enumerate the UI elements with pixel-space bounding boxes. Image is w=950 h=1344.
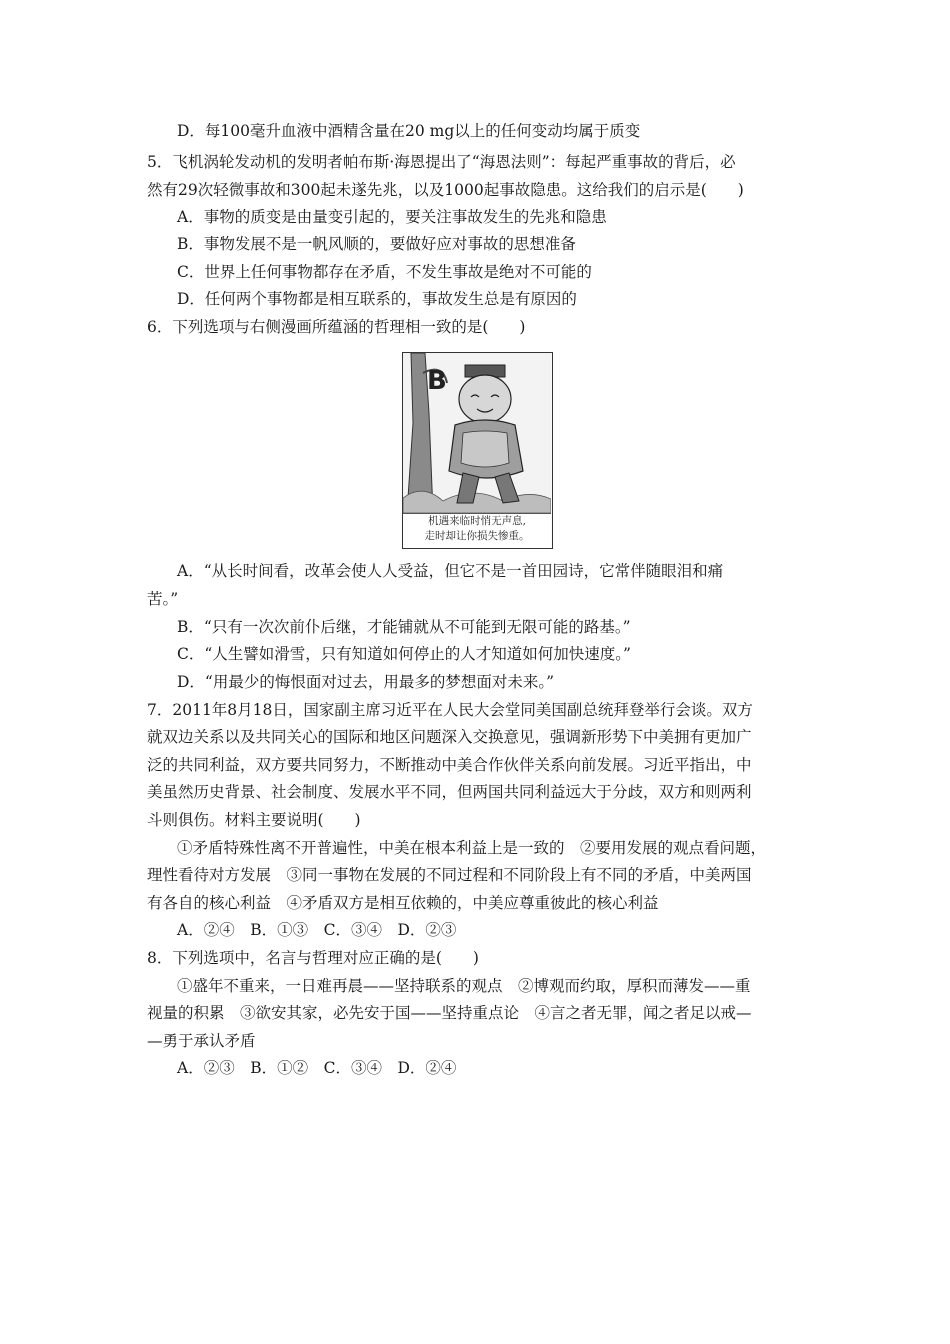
q6-option-d: D．“用最少的悔恨面对过去，用最多的梦想面对未来。” bbox=[177, 673, 555, 691]
q5-option-c: C．世界上任何事物都存在矛盾，不发生事故是绝对不可能的 bbox=[177, 263, 592, 281]
q7-stem-line3: 泛的共同利益，双方要共同努力，不断推动中美合作伙伴关系向前发展。习近平指出，中 bbox=[147, 756, 752, 774]
cartoon-caption bbox=[403, 513, 551, 548]
q5-stem-line1: 5．飞机涡轮发动机的发明者帕布斯·海恩提出了“海恩法则”：每起严重事故的背后，必 bbox=[147, 153, 736, 171]
q8-items-line2: 视量的积累 ③欲安其家，必先安于国——坚持重点论 ④言之者无罪，闻之者足以戒— bbox=[147, 1004, 752, 1022]
cartoon-caption-line1: 机遇来临时悄无声息, bbox=[428, 515, 526, 527]
cartoon-image bbox=[402, 352, 553, 549]
cartoon-caption-line2: 走时却让你损失惨重。 bbox=[424, 530, 530, 542]
q6-option-a-line1: A．“从长时间看，改革会使人人受益，但它不是一首田园诗，它常伴随眼泪和痛 bbox=[177, 562, 724, 580]
svg-text:B: B bbox=[427, 366, 447, 396]
q8-items-line1: ①盛年不重来，一日难再晨——坚持联系的观点 ②博观而约取，厚积而薄发——重 bbox=[177, 977, 751, 995]
cartoon-drawing bbox=[403, 353, 551, 513]
q7-items-line3: 有各自的核心利益 ④矛盾双方是相互依赖的，中美应尊重彼此的核心利益 bbox=[147, 894, 659, 912]
q7-stem-line4: 美虽然历史背景、社会制度、发展水平不同，但两国共同利益远大于分歧，双方和则两利 bbox=[147, 783, 752, 801]
q7-items-line1: ①矛盾特殊性离不开普遍性，中美在根本利益上是一致的 ②要用发展的观点看问题， bbox=[177, 839, 767, 857]
q8-stem: 8．下列选项中，名言与哲理对应正确的是( ) bbox=[147, 949, 479, 967]
q4-option-d: D．每100毫升血液中酒精含量在20 mg以上的任何变动均属于质变 bbox=[177, 122, 641, 140]
q7-items-line2: 理性看待对方发展 ③同一事物在发展的不同过程和不同阶段上有不同的矛盾，中美两国 bbox=[147, 866, 752, 884]
q6-option-a-line2: 苦。” bbox=[147, 590, 179, 608]
q5-stem-line2: 然有29次轻微事故和300起未遂先兆，以及1000起事故隐患。这给我们的启示是( ) bbox=[147, 181, 744, 199]
q7-stem-line5: 斗则俱伤。材料主要说明( ) bbox=[147, 811, 361, 829]
q6-stem: 6．下列选项与右侧漫画所蕴涵的哲理相一致的是( ) bbox=[147, 318, 526, 336]
q7-stem-line2: 就双边关系以及共同关心的国际和地区问题深入交换意见，强调新形势下中美拥有更加广 bbox=[147, 728, 752, 746]
q8-choices: A．②③ B．①② C．③④ D．②④ bbox=[177, 1059, 457, 1077]
q7-choices: A．②④ B．①③ C．③④ D．②③ bbox=[177, 921, 457, 939]
q5-option-a: A．事物的质变是由量变引起的，要关注事故发生的先兆和隐患 bbox=[177, 208, 607, 226]
q6-option-b: B．“只有一次次前仆后继，才能铺就从不可能到无限可能的路基。” bbox=[177, 618, 631, 636]
q5-option-b: B．事物发展不是一帆风顺的，要做好应对事故的思想准备 bbox=[177, 235, 576, 253]
q6-option-c: C．“人生譬如滑雪，只有知道如何停止的人才知道如何加快速度。” bbox=[177, 645, 631, 663]
q5-option-d: D．任何两个事物都是相互联系的，事故发生总是有原因的 bbox=[177, 290, 577, 308]
q7-stem-line1: 7．2011年8月18日，国家副主席习近平在人民大会堂同美国副总统拜登举行会谈。双方 bbox=[147, 701, 753, 719]
q8-items-line3: —勇于承认矛盾 bbox=[147, 1032, 256, 1050]
